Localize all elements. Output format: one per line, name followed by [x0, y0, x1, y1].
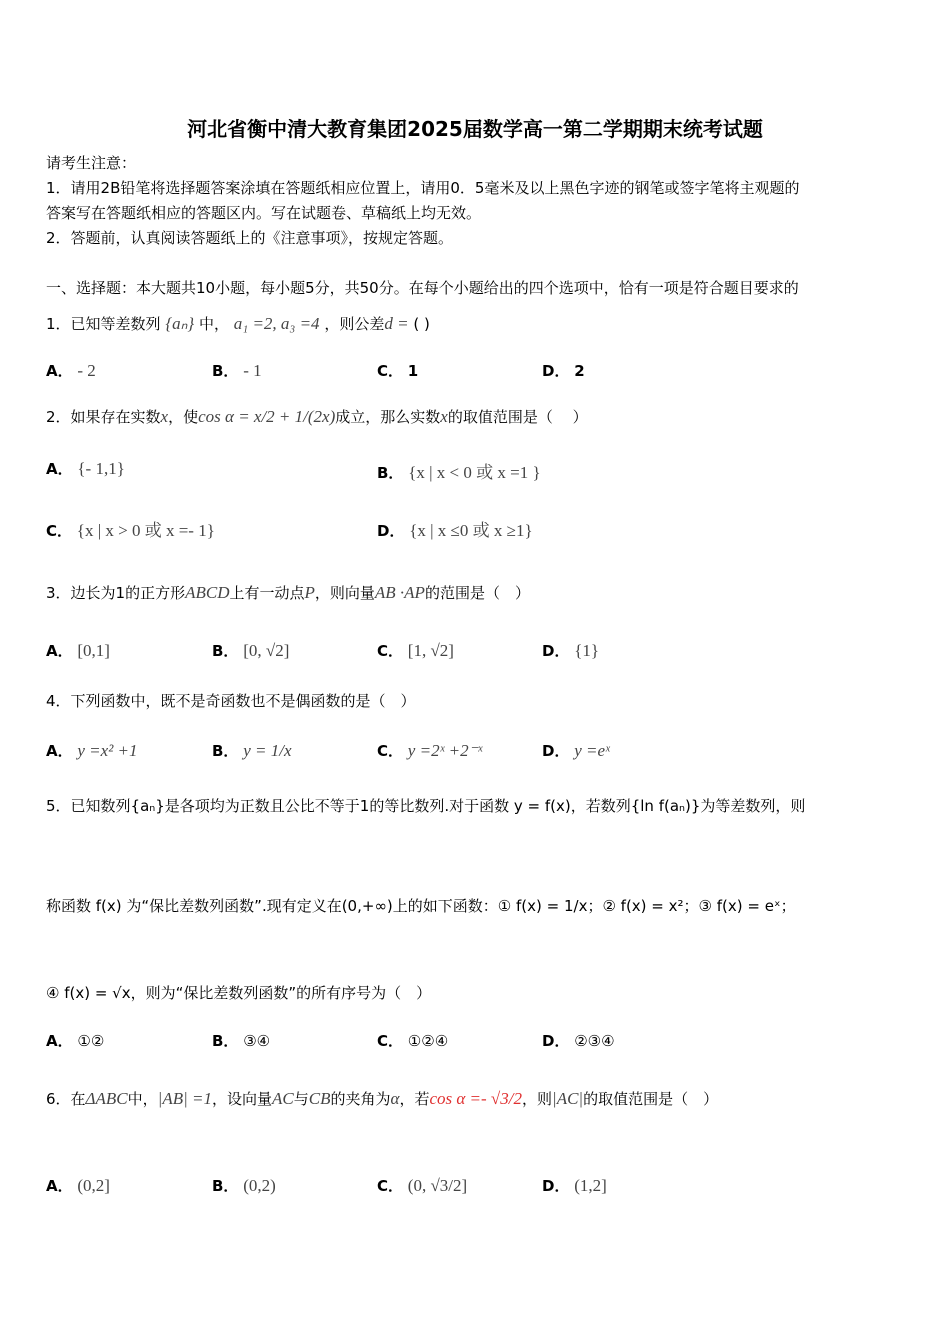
- option-c[interactable]: [377, 1030, 448, 1051]
- math-expression: [0, √2]: [243, 641, 290, 660]
- option-c[interactable]: [377, 640, 454, 661]
- option-b[interactable]: [377, 458, 541, 483]
- question-5-line: ④ f(x) = √x，则为“保比差数列函数”的所有序号为（ ）: [46, 984, 432, 1002]
- text: 的取值范围是（ ）: [583, 1090, 719, 1108]
- math-expression: AB ·AP: [374, 583, 425, 602]
- math-expression: y = 1/x: [243, 741, 292, 760]
- text: D．: [542, 742, 570, 760]
- text: 的夹角为: [330, 1090, 391, 1108]
- notice-line: 答案写在答题纸相应的答题区内。写在试题卷、草稿纸上均无效。: [46, 204, 482, 222]
- text: ，则向量: [314, 584, 375, 602]
- math-expression: {- 1,1}: [77, 459, 125, 478]
- option-c[interactable]: [46, 516, 215, 541]
- text: ，设向量: [212, 1090, 273, 1108]
- q-text: ，则公差: [324, 315, 385, 333]
- notice-heading: 请考生注意：: [46, 154, 137, 172]
- text: A．: [46, 362, 73, 380]
- notice-line: 1．请用2B铅笔将选择题答案涂填在答题纸相应位置上，请用0．5毫米及以上黑色字迹的钢笔或签字笔将主观题的: [46, 179, 800, 197]
- math-expression: cos α = x/2 + 1/(2x): [198, 407, 336, 426]
- text: B．: [212, 642, 239, 660]
- question-3: [46, 582, 530, 603]
- option-b[interactable]: [212, 1030, 270, 1051]
- math-expression: (0, √3/2]: [407, 1176, 468, 1195]
- question-1: [46, 313, 430, 334]
- text: 3．边长为1的正方形: [46, 584, 186, 602]
- math-expression: y =2ˣ +2⁻ˣ: [407, 741, 483, 760]
- text: D．: [542, 1032, 570, 1050]
- math-expression: y =x² +1: [77, 741, 138, 760]
- math-expression: [0,1]: [77, 641, 110, 660]
- text: 中，: [127, 1090, 158, 1108]
- option-b[interactable]: [212, 1175, 276, 1196]
- option-c[interactable]: [377, 1175, 467, 1196]
- math-expression: {1}: [574, 641, 600, 660]
- math: {aₙ}: [165, 314, 195, 333]
- math-expression: |AC|: [552, 1089, 584, 1108]
- section-heading: 一、选择题：本大题共10小题，每小题5分，共50分。在每个小题给出的四个选项中，恰有一项是符合题目要求的: [46, 279, 799, 297]
- text: D．: [377, 522, 405, 540]
- math-expression: {x | x < 0 或 x =1 }: [408, 463, 541, 482]
- math-expression: cos α =- √3/2: [429, 1089, 522, 1108]
- math: a₁ =2, a₃ =4: [233, 314, 320, 333]
- text: 6．在: [46, 1090, 86, 1108]
- page-title: 河北省衡中清大教育集团2025届数学高一第二学期期末统考试题: [187, 117, 763, 141]
- math-expression: ΔABC: [85, 1089, 128, 1108]
- math-expression: y =eˣ: [574, 741, 610, 760]
- text: 成立，那么实数: [335, 408, 441, 426]
- option-b[interactable]: [212, 740, 292, 761]
- text: 与: [293, 1090, 309, 1108]
- text: D．: [542, 642, 570, 660]
- option-d[interactable]: [542, 640, 599, 661]
- math-expression: - 2: [77, 361, 96, 380]
- q-text: 1．已知等差数列: [46, 315, 161, 333]
- option-a[interactable]: [46, 1175, 110, 1196]
- option-d[interactable]: [542, 1175, 607, 1196]
- option-d[interactable]: [542, 1030, 615, 1051]
- text: B．: [212, 1032, 239, 1050]
- text: ③④: [243, 1032, 271, 1050]
- text: A．: [46, 642, 73, 660]
- text: 上有一动点: [229, 584, 305, 602]
- math-expression: {x | x ≤0 或 x ≥1}: [409, 521, 533, 540]
- question-2: [46, 406, 588, 427]
- math-expression: ABCD: [185, 583, 230, 602]
- text: 的范围是（ ）: [424, 584, 530, 602]
- math-expression: α: [390, 1089, 400, 1108]
- text: C．: [377, 362, 404, 380]
- option-d[interactable]: [377, 516, 533, 541]
- question-4: 4．下列函数中，既不是奇函数也不是偶函数的是（ ）: [46, 692, 416, 710]
- text: B．: [212, 742, 239, 760]
- text: ，若: [399, 1090, 430, 1108]
- math-expression: CB: [308, 1089, 331, 1108]
- text: C．: [377, 742, 404, 760]
- text: ，则: [522, 1090, 553, 1108]
- math-expression: x: [440, 407, 448, 426]
- option-a[interactable]: [46, 740, 138, 761]
- option-a[interactable]: [46, 458, 125, 479]
- text: C．: [377, 642, 404, 660]
- question-5-line: 称函数 f(x) 为“保比差数列函数”.现有定义在(0,+∞)上的如下函数：① f(x) = 1/x；② f(x) = x²；③ f(x) = eˣ；: [46, 897, 796, 915]
- option-b[interactable]: [212, 360, 262, 381]
- text: ，使: [168, 408, 199, 426]
- question-6: [46, 1088, 718, 1109]
- option-d[interactable]: [542, 740, 610, 761]
- text: A．: [46, 742, 73, 760]
- option-c[interactable]: [377, 360, 418, 381]
- text: B．: [212, 362, 239, 380]
- q-text: ( ): [413, 315, 430, 333]
- text: D．: [542, 362, 570, 380]
- text: ①②: [77, 1032, 105, 1050]
- notice-line: 2．答题前，认真阅读答题纸上的《注意事项》，按规定答题。: [46, 229, 454, 247]
- text: A．: [46, 1177, 73, 1195]
- math-expression: {x | x > 0 或 x =- 1}: [76, 521, 215, 540]
- math-expression: AC: [272, 1089, 294, 1108]
- text: C．: [377, 1032, 404, 1050]
- text: A．: [46, 460, 73, 478]
- math-expression: [1, √2]: [407, 641, 454, 660]
- option-a[interactable]: [46, 1030, 104, 1051]
- text: C．: [377, 1177, 404, 1195]
- text: D．: [542, 1177, 570, 1195]
- math-expression: x: [160, 407, 169, 426]
- option-d[interactable]: [542, 360, 585, 381]
- math: d =: [384, 314, 409, 333]
- text: 2．如果存在实数: [46, 408, 161, 426]
- math-expression: (1,2]: [574, 1176, 607, 1195]
- option-a[interactable]: [46, 640, 110, 661]
- text: 2: [574, 362, 585, 380]
- math-expression: |AB| =1: [157, 1089, 212, 1108]
- option-c[interactable]: [377, 740, 482, 761]
- text: B．: [377, 464, 404, 482]
- math-expression: - 1: [243, 361, 262, 380]
- text: B．: [212, 1177, 239, 1195]
- math-expression: P: [304, 583, 315, 602]
- option-a[interactable]: [46, 360, 96, 381]
- text: 1: [407, 362, 419, 380]
- q-text: 中，: [198, 315, 229, 333]
- text: ①②④: [407, 1032, 449, 1050]
- text: ②③④: [574, 1032, 615, 1050]
- text: 的取值范围是（ ）: [447, 408, 588, 426]
- math-expression: (0,2): [243, 1176, 276, 1195]
- text: A．: [46, 1032, 73, 1050]
- question-5-line: 5．已知数列{aₙ}是各项均为正数且公比不等于1的等比数列.对于函数 y = f(x)，若数列{ln f(aₙ)}为等差数列，则: [46, 797, 806, 815]
- text: C．: [46, 522, 73, 540]
- math-expression: (0,2]: [77, 1176, 110, 1195]
- option-b[interactable]: [212, 640, 289, 661]
